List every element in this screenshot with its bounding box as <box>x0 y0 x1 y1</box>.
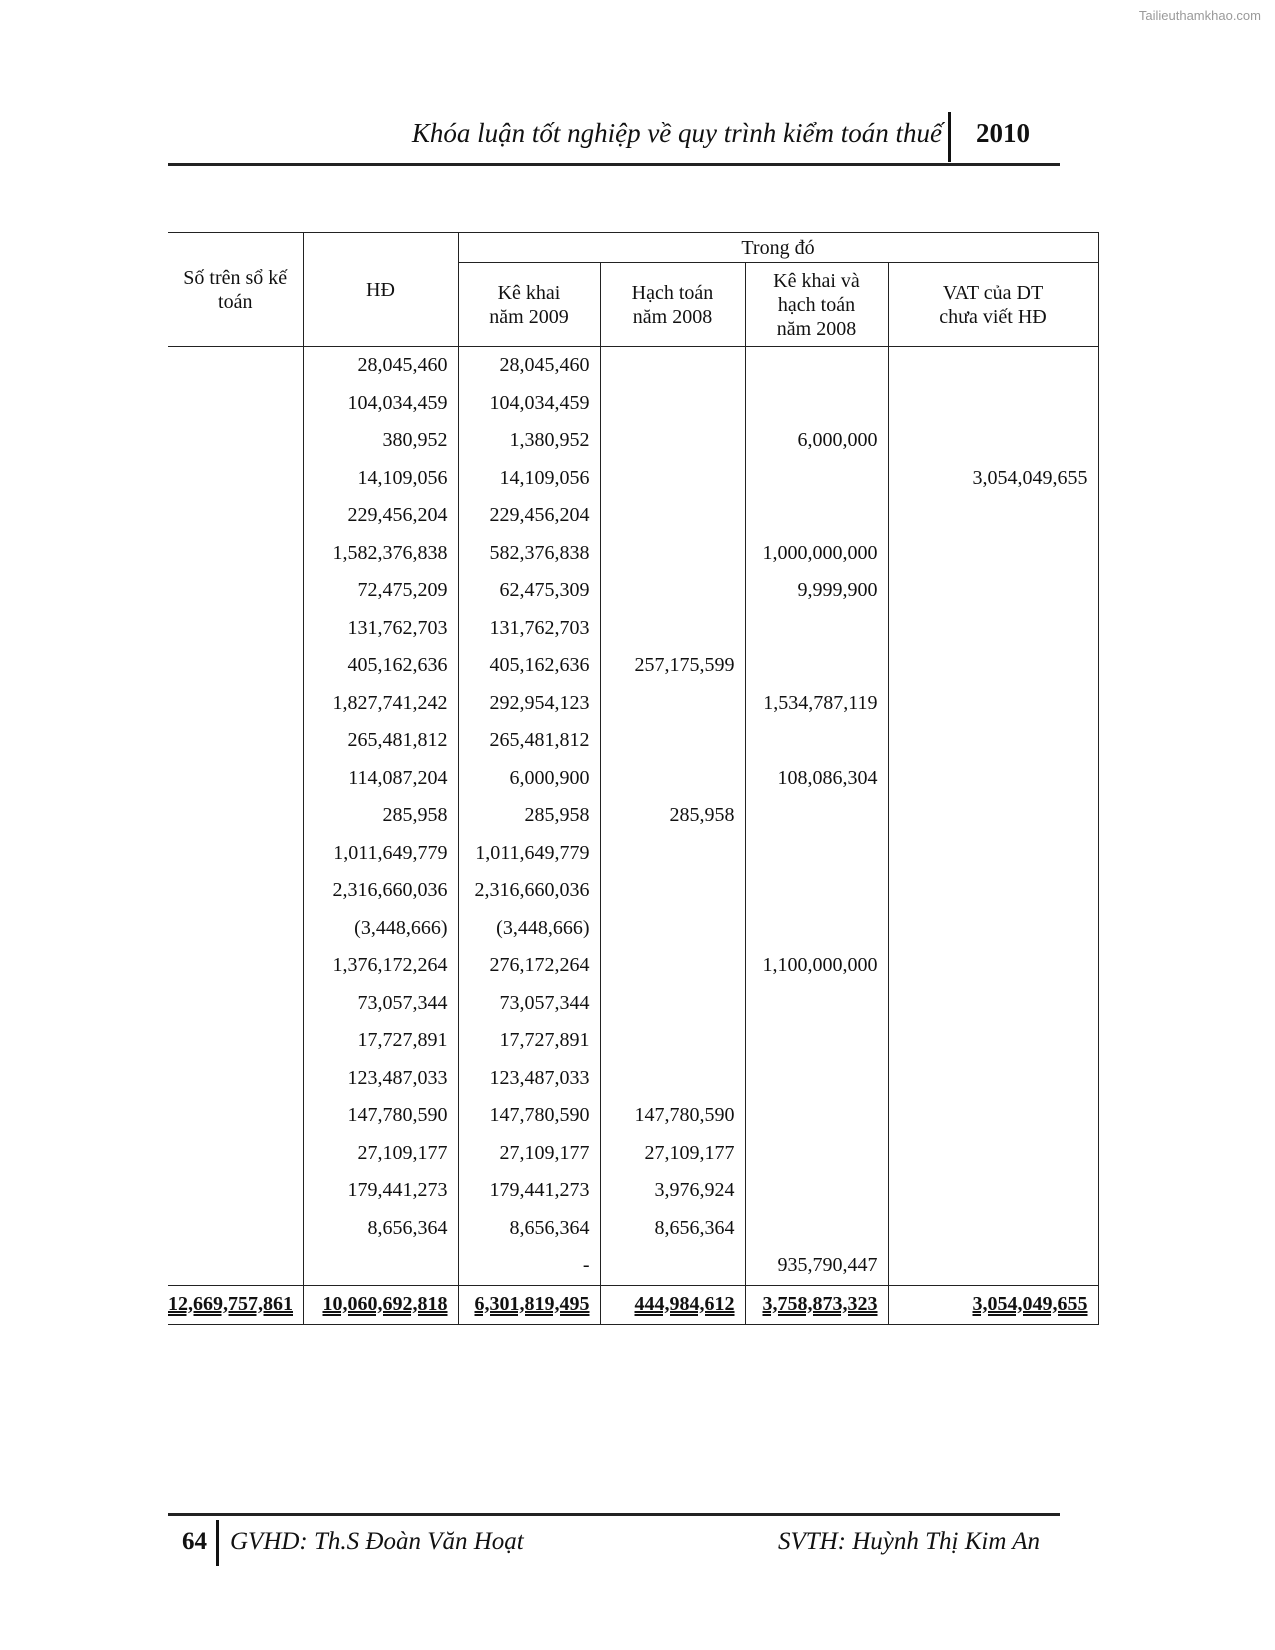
cell-ke-khai-hach-toan-2008 <box>745 872 888 910</box>
cell-hach-toan-2008 <box>600 760 745 798</box>
cell-vat-dt <box>888 1060 1098 1098</box>
cell-ke-khai-hach-toan-2008 <box>745 1060 888 1098</box>
cell-ke-khai-2009: 14,109,056 <box>458 460 600 498</box>
cell-hach-toan-2008 <box>600 872 745 910</box>
cell-so-tren-so-ke-toan <box>168 1060 303 1098</box>
cell-hach-toan-2008 <box>600 1247 745 1285</box>
cell-ke-khai-hach-toan-2008: 9,999,900 <box>745 572 888 610</box>
cell-hach-toan-2008 <box>600 572 745 610</box>
cell-hd: 72,475,209 <box>303 572 458 610</box>
cell-so-tren-so-ke-toan <box>168 947 303 985</box>
cell-hach-toan-2008 <box>600 610 745 648</box>
cell-hach-toan-2008: 3,976,924 <box>600 1172 745 1210</box>
cell-vat-dt <box>888 347 1098 385</box>
header-ke-khai-2009 <box>458 263 600 347</box>
cell-hach-toan-2008 <box>600 910 745 948</box>
cell-so-tren-so-ke-toan <box>168 872 303 910</box>
cell-ke-khai-hach-toan-2008 <box>745 497 888 535</box>
cell-so-tren-so-ke-toan <box>168 1247 303 1285</box>
cell-so-tren-so-ke-toan <box>168 1172 303 1210</box>
cell-so-tren-so-ke-toan <box>168 572 303 610</box>
table-row <box>168 347 1098 385</box>
page-number: 64 <box>182 1528 207 1555</box>
cell-ke-khai-hach-toan-2008: 1,100,000,000 <box>745 947 888 985</box>
cell-ke-khai-2009: 123,487,033 <box>458 1060 600 1098</box>
header-title: Khóa luận tốt nghiệp về quy trình kiểm toán thuế <box>411 118 942 148</box>
table-row <box>168 685 1098 723</box>
cell-ke-khai-2009: 285,958 <box>458 797 600 835</box>
cell-hach-toan-2008 <box>600 685 745 723</box>
cell-ke-khai-hach-toan-2008 <box>745 647 888 685</box>
header-trong-do: Trong đó <box>458 233 1098 263</box>
total-hach-toan-2008: 444,984,612 <box>600 1285 745 1324</box>
cell-hd <box>303 1247 458 1285</box>
cell-hd: 1,582,376,838 <box>303 535 458 573</box>
cell-so-tren-so-ke-toan <box>168 985 303 1023</box>
cell-hach-toan-2008: 27,109,177 <box>600 1135 745 1173</box>
total-vat-dt: 3,054,049,655 <box>888 1285 1098 1324</box>
table-row <box>168 647 1098 685</box>
header-year: 2010 <box>976 118 1030 148</box>
cell-ke-khai-hach-toan-2008 <box>745 985 888 1023</box>
table-row <box>168 985 1098 1023</box>
table-row <box>168 535 1098 573</box>
cell-ke-khai-hach-toan-2008: 6,000,000 <box>745 422 888 460</box>
cell-vat-dt <box>888 1097 1098 1135</box>
cell-so-tren-so-ke-toan <box>168 835 303 873</box>
cell-hd: 114,087,204 <box>303 760 458 798</box>
cell-ke-khai-hach-toan-2008: 108,086,304 <box>745 760 888 798</box>
cell-hach-toan-2008 <box>600 385 745 423</box>
table-row <box>168 1172 1098 1210</box>
table-row <box>168 385 1098 423</box>
header-hach-toan-2008 <box>600 263 745 347</box>
table-row <box>168 572 1098 610</box>
cell-hach-toan-2008: 257,175,599 <box>600 647 745 685</box>
cell-vat-dt <box>888 422 1098 460</box>
cell-hach-toan-2008 <box>600 722 745 760</box>
cell-vat-dt <box>888 835 1098 873</box>
cell-ke-khai-hach-toan-2008 <box>745 1097 888 1135</box>
cell-hd: 8,656,364 <box>303 1210 458 1248</box>
cell-hd: 2,316,660,036 <box>303 872 458 910</box>
cell-vat-dt <box>888 1135 1098 1173</box>
cell-ke-khai-2009: 292,954,123 <box>458 685 600 723</box>
page-footer <box>168 1520 1060 1566</box>
total-ke-khai-2009: 6,301,819,495 <box>458 1285 600 1324</box>
cell-so-tren-so-ke-toan <box>168 535 303 573</box>
cell-ke-khai-2009: - <box>458 1247 600 1285</box>
cell-ke-khai-2009: 17,727,891 <box>458 1022 600 1060</box>
header-rule <box>168 163 1060 166</box>
cell-so-tren-so-ke-toan <box>168 1210 303 1248</box>
cell-so-tren-so-ke-toan <box>168 385 303 423</box>
cell-vat-dt <box>888 1022 1098 1060</box>
cell-hd: 73,057,344 <box>303 985 458 1023</box>
header-so-tren-so-ke-toan-label: Số trên sổ kế toán <box>183 266 288 313</box>
footer-rule <box>168 1513 1060 1516</box>
cell-ke-khai-hach-toan-2008 <box>745 1172 888 1210</box>
cell-ke-khai-2009: 62,475,309 <box>458 572 600 610</box>
table-row <box>168 497 1098 535</box>
page-header <box>168 112 1060 164</box>
watermark: Tailieuthamkhao.com <box>1138 8 1261 23</box>
header-so-tren-so-ke-toan <box>168 233 303 347</box>
header-ke-khai-hach-toan-2008-label: Kê khai và hạch toán năm 2008 <box>773 269 860 340</box>
cell-so-tren-so-ke-toan <box>168 1022 303 1060</box>
cell-so-tren-so-ke-toan <box>168 685 303 723</box>
footer-advisor: GVHD: Th.S Đoàn Văn Hoạt <box>230 1528 524 1555</box>
cell-vat-dt: 3,054,049,655 <box>888 460 1098 498</box>
cell-hd: 1,827,741,242 <box>303 685 458 723</box>
table-body <box>168 347 1098 1286</box>
cell-hd: 28,045,460 <box>303 347 458 385</box>
cell-so-tren-so-ke-toan <box>168 497 303 535</box>
table-row <box>168 910 1098 948</box>
cell-hach-toan-2008 <box>600 1022 745 1060</box>
table-row <box>168 1247 1098 1285</box>
table-row <box>168 610 1098 648</box>
cell-vat-dt <box>888 1247 1098 1285</box>
cell-vat-dt <box>888 685 1098 723</box>
cell-so-tren-so-ke-toan <box>168 460 303 498</box>
cell-hach-toan-2008 <box>600 422 745 460</box>
cell-ke-khai-hach-toan-2008 <box>745 1135 888 1173</box>
header-divider <box>948 112 951 162</box>
cell-ke-khai-2009: 229,456,204 <box>458 497 600 535</box>
cell-ke-khai-hach-toan-2008: 1,534,787,119 <box>745 685 888 723</box>
cell-ke-khai-2009: 2,316,660,036 <box>458 872 600 910</box>
cell-so-tren-so-ke-toan <box>168 347 303 385</box>
cell-vat-dt <box>888 535 1098 573</box>
cell-vat-dt <box>888 385 1098 423</box>
reconciliation-table-wrap <box>168 232 1098 1325</box>
total-so-tren-so-ke-toan: 12,669,757,861 <box>168 1285 303 1324</box>
cell-hach-toan-2008: 147,780,590 <box>600 1097 745 1135</box>
cell-ke-khai-hach-toan-2008 <box>745 910 888 948</box>
cell-ke-khai-hach-toan-2008 <box>745 1022 888 1060</box>
cell-ke-khai-2009: 405,162,636 <box>458 647 600 685</box>
cell-so-tren-so-ke-toan <box>168 1097 303 1135</box>
table-row <box>168 460 1098 498</box>
footer-divider <box>216 1520 219 1566</box>
cell-ke-khai-2009: 147,780,590 <box>458 1097 600 1135</box>
cell-hach-toan-2008 <box>600 460 745 498</box>
cell-ke-khai-2009: 276,172,264 <box>458 947 600 985</box>
cell-hd: 405,162,636 <box>303 647 458 685</box>
cell-vat-dt <box>888 722 1098 760</box>
cell-hd: 131,762,703 <box>303 610 458 648</box>
table-row <box>168 722 1098 760</box>
header-vat-dt-label: VAT của DT chưa viết HĐ <box>939 281 1047 328</box>
table-row <box>168 797 1098 835</box>
header-hach-toan-2008-label: Hạch toán năm 2008 <box>631 281 714 328</box>
cell-vat-dt <box>888 1172 1098 1210</box>
table-row <box>168 422 1098 460</box>
cell-hd: 179,441,273 <box>303 1172 458 1210</box>
cell-ke-khai-2009: 28,045,460 <box>458 347 600 385</box>
cell-hd: 27,109,177 <box>303 1135 458 1173</box>
cell-ke-khai-2009: 179,441,273 <box>458 1172 600 1210</box>
table-row <box>168 760 1098 798</box>
header-ke-khai-2009-label: Kê khai năm 2009 <box>489 281 569 328</box>
table-row <box>168 872 1098 910</box>
cell-ke-khai-hach-toan-2008 <box>745 722 888 760</box>
footer-student: SVTH: Huỳnh Thị Kim An <box>777 1528 1040 1555</box>
cell-ke-khai-2009: 131,762,703 <box>458 610 600 648</box>
cell-hd: 380,952 <box>303 422 458 460</box>
cell-hd: 285,958 <box>303 797 458 835</box>
cell-ke-khai-hach-toan-2008 <box>745 460 888 498</box>
cell-hd: 17,727,891 <box>303 1022 458 1060</box>
header-vat-dt <box>888 263 1098 347</box>
cell-ke-khai-hach-toan-2008: 1,000,000,000 <box>745 535 888 573</box>
cell-ke-khai-2009: (3,448,666) <box>458 910 600 948</box>
cell-so-tren-so-ke-toan <box>168 647 303 685</box>
cell-ke-khai-2009: 1,380,952 <box>458 422 600 460</box>
cell-hd: 147,780,590 <box>303 1097 458 1135</box>
cell-vat-dt <box>888 1210 1098 1248</box>
cell-so-tren-so-ke-toan <box>168 910 303 948</box>
cell-vat-dt <box>888 610 1098 648</box>
cell-hd: 123,487,033 <box>303 1060 458 1098</box>
header-ke-khai-hach-toan-2008 <box>745 263 888 347</box>
cell-so-tren-so-ke-toan <box>168 722 303 760</box>
cell-ke-khai-2009: 104,034,459 <box>458 385 600 423</box>
cell-ke-khai-2009: 27,109,177 <box>458 1135 600 1173</box>
cell-ke-khai-2009: 8,656,364 <box>458 1210 600 1248</box>
cell-ke-khai-2009: 1,011,649,779 <box>458 835 600 873</box>
total-ke-khai-hach-toan-2008: 3,758,873,323 <box>745 1285 888 1324</box>
cell-ke-khai-hach-toan-2008 <box>745 347 888 385</box>
cell-hach-toan-2008: 8,656,364 <box>600 1210 745 1248</box>
cell-hd: 265,481,812 <box>303 722 458 760</box>
cell-ke-khai-2009: 73,057,344 <box>458 985 600 1023</box>
table-row <box>168 947 1098 985</box>
cell-vat-dt <box>888 985 1098 1023</box>
cell-ke-khai-2009: 6,000,900 <box>458 760 600 798</box>
total-hd: 10,060,692,818 <box>303 1285 458 1324</box>
cell-so-tren-so-ke-toan <box>168 610 303 648</box>
cell-vat-dt <box>888 872 1098 910</box>
cell-hach-toan-2008 <box>600 497 745 535</box>
totals-row <box>168 1285 1098 1324</box>
cell-hd: 1,011,649,779 <box>303 835 458 873</box>
cell-hach-toan-2008 <box>600 985 745 1023</box>
reconciliation-table <box>168 232 1099 1325</box>
cell-vat-dt <box>888 497 1098 535</box>
cell-hd: 229,456,204 <box>303 497 458 535</box>
cell-ke-khai-hach-toan-2008 <box>745 1210 888 1248</box>
cell-hach-toan-2008 <box>600 535 745 573</box>
cell-hach-toan-2008 <box>600 835 745 873</box>
cell-hach-toan-2008 <box>600 347 745 385</box>
cell-hach-toan-2008 <box>600 947 745 985</box>
cell-hd: 14,109,056 <box>303 460 458 498</box>
cell-ke-khai-hach-toan-2008 <box>745 610 888 648</box>
cell-vat-dt <box>888 947 1098 985</box>
cell-ke-khai-hach-toan-2008: 935,790,447 <box>745 1247 888 1285</box>
cell-so-tren-so-ke-toan <box>168 760 303 798</box>
table-row <box>168 1135 1098 1173</box>
cell-hach-toan-2008: 285,958 <box>600 797 745 835</box>
table-row <box>168 1060 1098 1098</box>
table-row <box>168 1097 1098 1135</box>
cell-hd: 104,034,459 <box>303 385 458 423</box>
cell-hach-toan-2008 <box>600 1060 745 1098</box>
table-row <box>168 1210 1098 1248</box>
header-hd: HĐ <box>303 233 458 347</box>
cell-vat-dt <box>888 572 1098 610</box>
table-row <box>168 1022 1098 1060</box>
cell-vat-dt <box>888 910 1098 948</box>
cell-vat-dt <box>888 797 1098 835</box>
cell-so-tren-so-ke-toan <box>168 1135 303 1173</box>
table-row <box>168 835 1098 873</box>
cell-ke-khai-2009: 265,481,812 <box>458 722 600 760</box>
cell-vat-dt <box>888 760 1098 798</box>
cell-vat-dt <box>888 647 1098 685</box>
cell-hd: 1,376,172,264 <box>303 947 458 985</box>
cell-ke-khai-hach-toan-2008 <box>745 797 888 835</box>
cell-so-tren-so-ke-toan <box>168 797 303 835</box>
cell-ke-khai-2009: 582,376,838 <box>458 535 600 573</box>
cell-ke-khai-hach-toan-2008 <box>745 385 888 423</box>
cell-so-tren-so-ke-toan <box>168 422 303 460</box>
cell-ke-khai-hach-toan-2008 <box>745 835 888 873</box>
cell-hd: (3,448,666) <box>303 910 458 948</box>
